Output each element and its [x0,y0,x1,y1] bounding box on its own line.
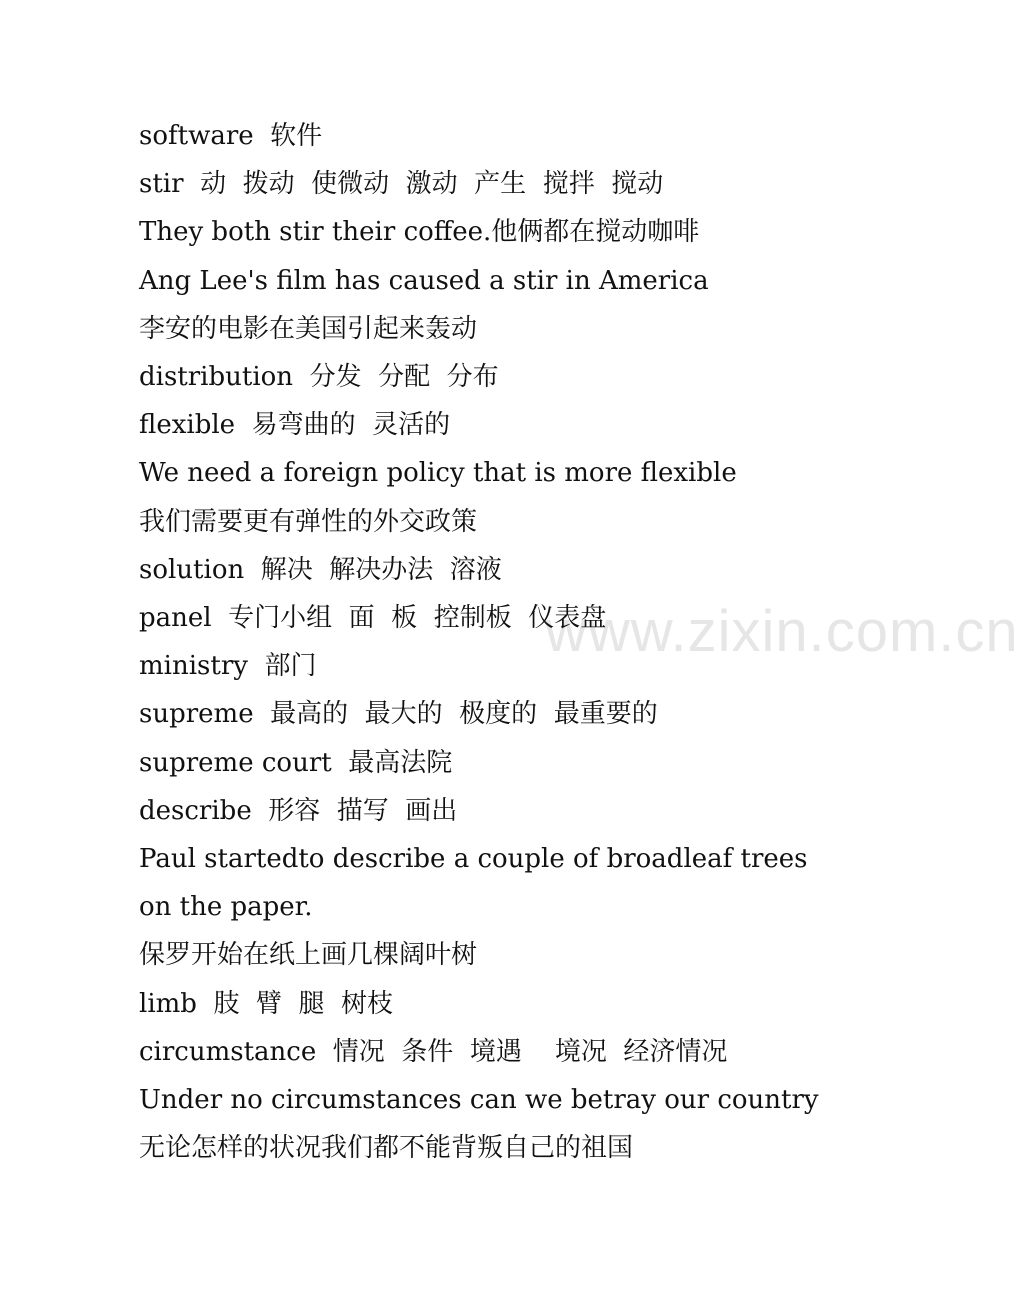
vocab-line: circumstance 情况 条件 境遇 境况 经济情况 [139,1036,728,1067]
vocab-line: supreme court 最高法院 [139,747,453,778]
example-translation: 李安的电影在美国引起来轰动 [139,313,478,344]
example-sentence: They both stir their coffee.他俩都在搅动咖啡 [139,217,700,248]
vocab-line: panel 专门小组 面 板 控制板 仪表盘 [139,603,607,634]
example-sentence: Paul startedto describe a couple of broadleaf trees on the paper. [139,844,816,923]
example-translation: 保罗开始在纸上画几棵阔叶树 [139,940,478,971]
vocabulary-list [139,112,819,1172]
example-sentence: We need a foreign policy that is more flexible [139,458,737,489]
vocab-line: describe 形容 描写 画出 [139,795,458,826]
watermark: www.zixin.com.cn [545,599,1019,664]
vocab-line: limb 肢 臂 腿 树枝 [139,988,394,1019]
example-sentence: Under no circumstances can we betray our country [139,1085,819,1116]
vocab-line: stir 动 拨动 使微动 激动 产生 搅拌 搅动 [139,169,664,200]
vocab-line: software 软件 [139,121,323,151]
vocab-line: flexible 易弯曲的 灵活的 [139,410,451,441]
example-sentence: Ang Lee's film has caused a stir in America [139,265,709,296]
vocab-line: solution 解决 解决办法 溶液 [139,554,502,585]
example-translation: 无论怎样的状况我们都不能背叛自己的祖国 [139,1133,634,1164]
vocab-line: distribution 分发 分配 分布 [139,362,499,393]
example-translation: 我们需要更有弹性的外交政策 [139,506,478,537]
vocab-line: ministry 部门 [139,651,317,682]
vocab-line: supreme 最高的 最大的 极度的 最重要的 [139,699,658,730]
